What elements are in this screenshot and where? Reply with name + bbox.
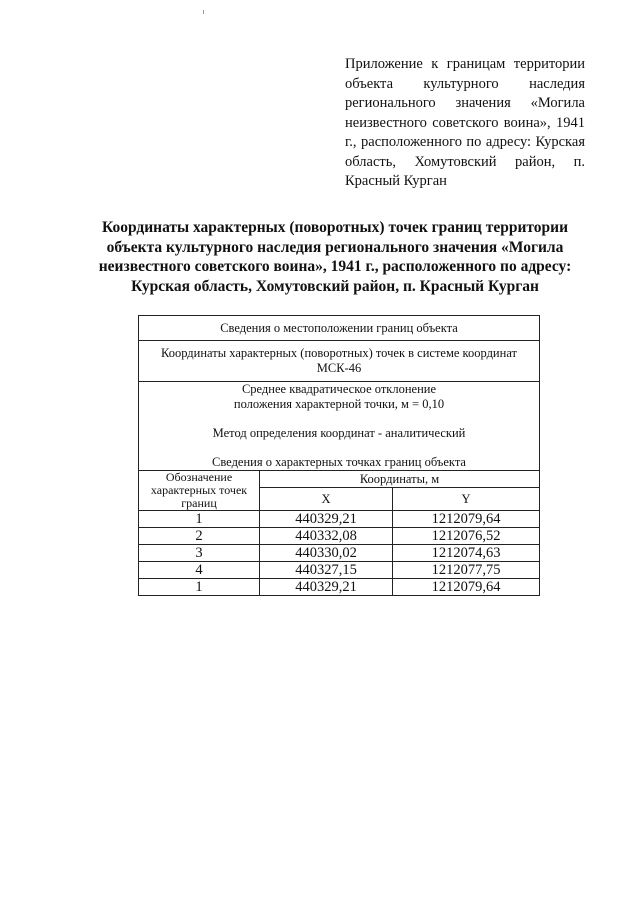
col-x-header: X [260, 488, 393, 511]
table-header-row [139, 471, 540, 488]
x-cell: 440329,21 [260, 511, 393, 528]
point-cell: 4 [139, 562, 260, 579]
appendix-note: Приложение к границам территории объекта культурного наследия регионального значения «Могила неизвестного советского воина», 1941 г., расположенного по адресу: Курская область, Хомутовский район, п. Красный Курган [345, 56, 585, 189]
meta-cell [139, 382, 540, 471]
table-row [139, 511, 540, 528]
table-row [139, 579, 540, 596]
rmse-line-2: положения характерной точки, м = 0,10 [233, 397, 445, 411]
x-cell: 440329,21 [260, 579, 393, 596]
y-cell: 1212077,75 [393, 562, 540, 579]
points-info-text: Сведения о характерных точках границ объекта [212, 455, 466, 469]
point-cell: 2 [139, 528, 260, 545]
coordinate-system-cell: Координаты характерных (поворотных) точек в системе координат МСК-46 [139, 341, 540, 382]
y-cell: 1212079,64 [393, 511, 540, 528]
point-cell: 3 [139, 545, 260, 562]
scan-mark [203, 10, 204, 14]
rmse-line-1: Среднее квадратическое отклонение [241, 382, 437, 396]
table-row [139, 341, 540, 382]
col-point-header: Обозначение характерных точек границ [139, 471, 260, 511]
y-cell: 1212076,52 [393, 528, 540, 545]
table-row [139, 528, 540, 545]
y-cell: 1212079,64 [393, 579, 540, 596]
table-row [139, 562, 540, 579]
x-cell: 440330,02 [260, 545, 393, 562]
table-row [139, 316, 540, 341]
table-row [139, 545, 540, 562]
location-info-cell: Сведения о местоположении границ объекта [139, 316, 540, 341]
x-cell: 440332,08 [260, 528, 393, 545]
y-cell: 1212074,63 [393, 545, 540, 562]
point-cell: 1 [139, 579, 260, 596]
col-y-header: Y [393, 488, 540, 511]
point-cell: 1 [139, 511, 260, 528]
coordinates-table [138, 315, 540, 596]
col-coords-header: Координаты, м [260, 471, 540, 488]
method-text: Метод определения координат - аналитический [212, 426, 466, 440]
x-cell: 440327,15 [260, 562, 393, 579]
document-title: Координаты характерных (поворотных) точек границ территории объекта культурного наследия регионального значения «Могила неизвестного советского воина», 1941 г., расположенного по адресу: Курская область, Хомутовский район, п. Красный Курган [98, 219, 572, 295]
table-row [139, 382, 540, 471]
